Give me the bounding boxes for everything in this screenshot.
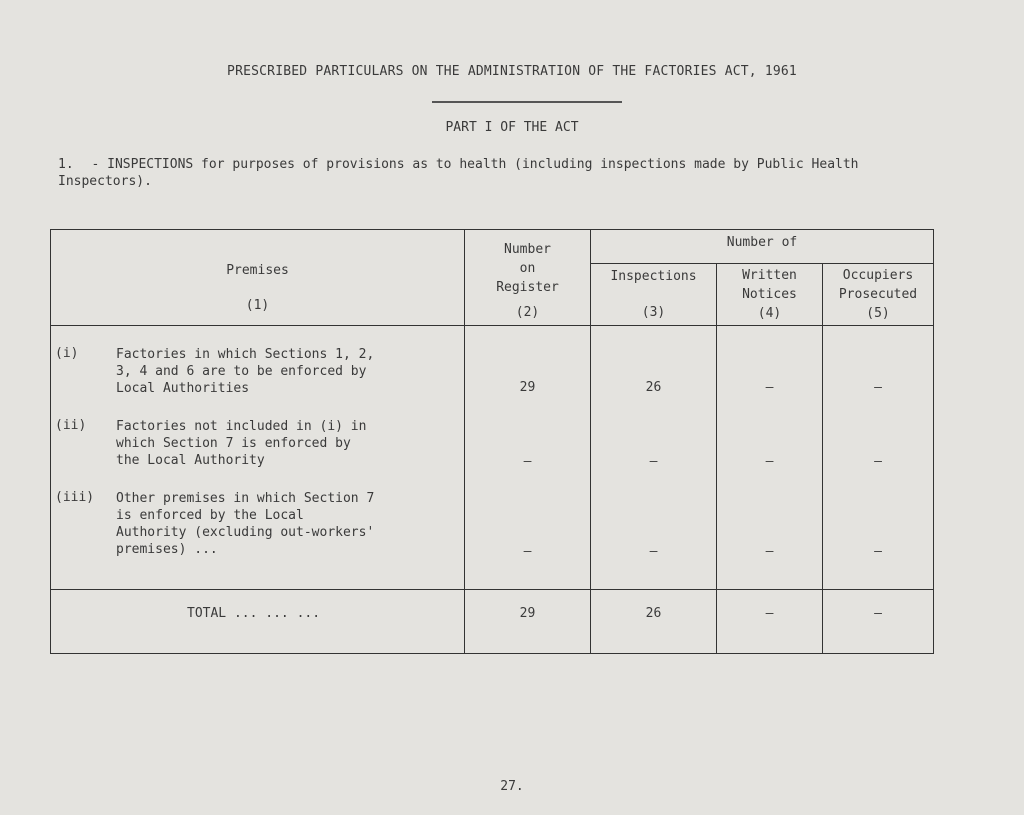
header-number-of: Number of	[591, 230, 934, 264]
row-notices-value: –	[765, 454, 774, 469]
table-row	[51, 490, 464, 570]
header-prosecuted	[823, 264, 934, 326]
row-text: Factories in which Sections 1, 2, 3, 4 and 6 are to be enforced by Local Authorities	[116, 346, 375, 396]
title-underline	[432, 101, 622, 103]
row-register-value: –	[523, 544, 532, 559]
table-row	[51, 418, 464, 490]
header-notices-label: Written Notices	[742, 268, 797, 302]
header-premises-number: (1)	[245, 297, 270, 313]
row-prosecuted-value: –	[874, 544, 882, 559]
inspections-table	[50, 229, 934, 654]
header-notices-number: (4)	[757, 306, 782, 321]
row-roman: (iii)	[55, 489, 95, 505]
inspections-values	[591, 326, 717, 590]
notices-values	[717, 326, 823, 590]
premises-list	[51, 326, 465, 590]
header-inspections	[591, 264, 717, 326]
header-premises	[51, 230, 465, 326]
header-premises-label: Premises	[226, 262, 289, 278]
total-notices: –	[717, 590, 823, 654]
header-register-number: (2)	[515, 304, 540, 320]
header-register	[465, 230, 591, 326]
document-title: PRESCRIBED PARTICULARS ON THE ADMINISTRATION OF THE FACTORIES ACT, 1961	[227, 64, 797, 79]
total-row	[51, 590, 934, 654]
table-body-row	[51, 326, 934, 590]
section-intro	[58, 156, 938, 190]
header-prosecuted-number: (5)	[866, 306, 890, 321]
row-register-value: –	[523, 454, 532, 469]
row-text: Other premises in which Section 7 is enforced by the Local Authority (excluding out-workers' premises) ...	[116, 490, 375, 557]
page-number: 27.	[500, 779, 524, 794]
register-values	[465, 326, 591, 590]
header-inspections-label: Inspections	[610, 269, 697, 284]
row-prosecuted-value: –	[874, 380, 882, 395]
table-row	[51, 346, 464, 410]
row-roman: (i)	[55, 345, 79, 361]
row-register-value: 29	[519, 380, 536, 395]
total-prosecuted: –	[823, 590, 934, 654]
row-inspections-value: –	[649, 454, 658, 469]
total-inspections: 26	[591, 590, 717, 654]
part-heading: PART I OF THE ACT	[445, 120, 579, 135]
total-register: 29	[465, 590, 591, 654]
row-roman: (ii)	[55, 417, 87, 433]
row-notices-value: –	[765, 380, 774, 395]
header-notices	[717, 264, 823, 326]
header-prosecuted-label: Occupiers Prosecuted	[838, 268, 918, 302]
row-prosecuted-value: –	[874, 454, 882, 469]
row-inspections-value: 26	[645, 380, 662, 395]
header-inspections-number: (3)	[641, 305, 666, 320]
total-label: TOTAL ... ... ...	[51, 590, 465, 654]
row-notices-value: –	[765, 544, 774, 559]
row-inspections-value: –	[649, 544, 658, 559]
section-text: - INSPECTIONS for purposes of provisions as to health (including inspections made by Public Health Inspectors).	[58, 157, 859, 189]
header-register-label: Number on Register	[496, 241, 559, 295]
prosecuted-values	[823, 326, 934, 590]
section-number: 1.	[58, 157, 74, 172]
row-text: Factories not included in (i) in which Section 7 is enforced by the Local Authority	[116, 418, 367, 468]
